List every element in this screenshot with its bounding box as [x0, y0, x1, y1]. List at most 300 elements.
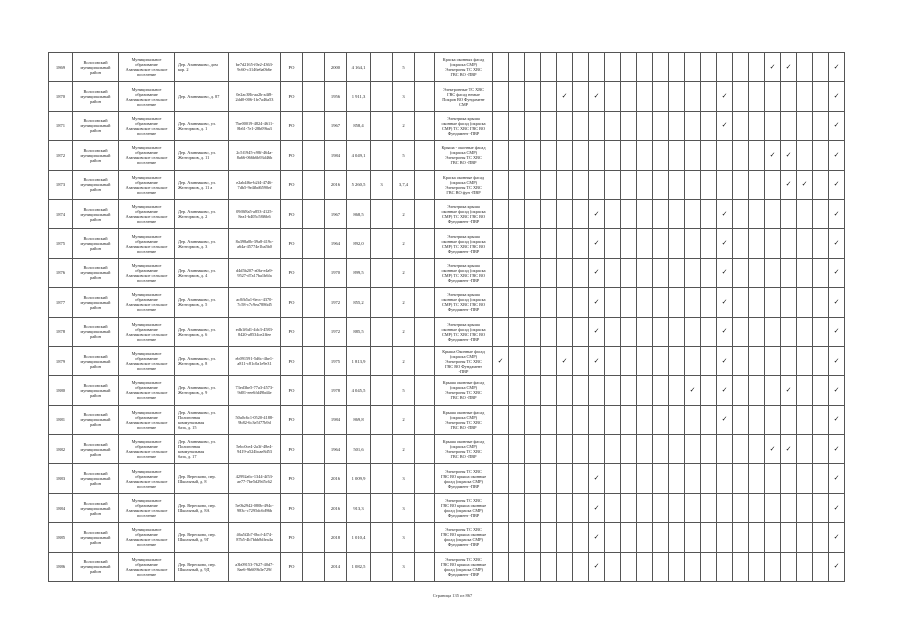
work-check-cell [621, 229, 637, 258]
floors-cell [371, 229, 393, 258]
works-list-cell: Краска оконных фасад (окраска СМР) Электроны ТС ХВС ГВС ВО -ПВР [435, 53, 493, 82]
work-check-cell [717, 376, 733, 405]
housing-register-table [48, 52, 845, 582]
house-type-cell: РО [281, 405, 303, 434]
work-check-cell [813, 552, 829, 581]
work-check-cell [733, 317, 749, 346]
checkmark-icon: ✓ [721, 92, 728, 101]
work-check-cell [733, 464, 749, 493]
checkmark-icon: ✓ [721, 415, 728, 424]
work-check-cell [509, 317, 525, 346]
table-row [49, 53, 845, 82]
work-check-cell [669, 229, 685, 258]
blank-cell [303, 493, 325, 522]
work-check-cell [829, 53, 845, 82]
table-row [49, 523, 845, 552]
table-row [49, 258, 845, 287]
work-check-cell [557, 552, 573, 581]
entrances-cell: 3 [393, 82, 415, 111]
work-check-cell [509, 170, 525, 199]
work-check-cell [605, 288, 621, 317]
checkmark-icon: ✓ [721, 327, 728, 336]
work-check-cell [829, 523, 845, 552]
district-cell: Волосовский муниципальный район [73, 229, 119, 258]
work-check-cell [653, 199, 669, 228]
work-check-cell [765, 141, 781, 170]
works-list-cell: Электрика крыша оконные фасад (окраска СМР) ТС ХВС ГВС ВО Фундамент -ПВР [435, 258, 493, 287]
work-check-cell [541, 523, 557, 552]
work-check-cell [765, 552, 781, 581]
work-check-cell [733, 376, 749, 405]
table-row [49, 111, 845, 140]
work-check-cell [493, 53, 509, 82]
blank-cell [303, 258, 325, 287]
work-check-cell [557, 317, 573, 346]
work-check-cell [557, 435, 573, 464]
work-check-cell [797, 464, 813, 493]
work-check-cell [733, 435, 749, 464]
work-check-cell [781, 82, 797, 111]
work-check-cell [621, 523, 637, 552]
district-cell: Волосовский муниципальный район [73, 376, 119, 405]
work-check-cell [509, 111, 525, 140]
work-check-cell [813, 523, 829, 552]
works-list-cell: Крыша оконные фасад (окраска СМР) Электроны ТС ХВС ГВС ВО -ПВР [435, 435, 493, 464]
district-cell: Волосовский муниципальный район [73, 552, 119, 581]
checkmark-icon: ✓ [721, 268, 728, 277]
work-check-cell [765, 199, 781, 228]
row-number: 1881 [49, 405, 73, 434]
area-cell: 868,5 [347, 199, 371, 228]
work-check-cell [781, 376, 797, 405]
year-cell: 1964 [325, 435, 347, 464]
blank-cell [303, 288, 325, 317]
work-check-cell [573, 493, 589, 522]
work-check-cell [781, 288, 797, 317]
work-check-cell [525, 346, 541, 375]
floors-cell [371, 317, 393, 346]
work-check-cell [829, 229, 845, 258]
work-check-cell [589, 435, 605, 464]
blank-cell [415, 288, 435, 317]
work-check-cell [509, 141, 525, 170]
work-check-cell [525, 82, 541, 111]
entrances-cell: 2 [393, 111, 415, 140]
work-check-cell [557, 82, 573, 111]
table-row [49, 464, 845, 493]
row-number: 1879 [49, 346, 73, 375]
work-check-cell [573, 435, 589, 464]
work-check-cell [685, 82, 701, 111]
work-check-cell [653, 82, 669, 111]
work-check-cell [797, 82, 813, 111]
work-check-cell [813, 376, 829, 405]
work-check-cell [509, 229, 525, 258]
work-check-cell [669, 82, 685, 111]
work-check-cell [669, 435, 685, 464]
address-cell: Дер. Азаннаково, ул. Желтормов, д. 8 [175, 346, 229, 375]
settlement-cell: Муниципальное образование Азанаковское сельское поселение [119, 346, 175, 375]
work-check-cell [653, 141, 669, 170]
settlement-cell: Муниципальное образование Азанаковское сельское поселение [119, 376, 175, 405]
work-check-cell [765, 405, 781, 434]
works-list-cell: Электроны ТС ХВС ГВС ВО крыша оконные фасад (окраска СМР) Фундамент -ПВР [435, 493, 493, 522]
checkmark-icon: ✓ [593, 92, 600, 101]
work-check-cell [541, 493, 557, 522]
house-type-cell: РО [281, 288, 303, 317]
work-check-cell [717, 346, 733, 375]
checkmark-icon: ✓ [593, 239, 600, 248]
area-cell: 1 009,9 [347, 464, 371, 493]
work-check-cell [749, 258, 765, 287]
work-check-cell [685, 346, 701, 375]
checkmark-icon: ✓ [593, 327, 600, 336]
work-check-cell [573, 199, 589, 228]
blank-cell [303, 405, 325, 434]
work-check-cell [573, 111, 589, 140]
work-check-cell [685, 258, 701, 287]
work-check-cell [685, 288, 701, 317]
works-list-cell: Электроны ТС ХВС ГВС ВО крыша оконные фасад (окраска СМР) Фундамент -ПВР [435, 464, 493, 493]
blank-cell [303, 464, 325, 493]
blank-cell [303, 346, 325, 375]
checkmark-icon: ✓ [593, 209, 600, 218]
work-check-cell [541, 317, 557, 346]
work-check-cell [621, 405, 637, 434]
blank-cell [303, 376, 325, 405]
work-check-cell [813, 53, 829, 82]
work-check-cell [605, 111, 621, 140]
work-check-cell [765, 288, 781, 317]
work-check-cell [749, 229, 765, 258]
table-row [49, 552, 845, 581]
work-check-cell [749, 170, 765, 199]
checkmark-icon: ✓ [593, 562, 600, 571]
settlement-cell: Муниципальное образование Азанаковское сельское поселение [119, 229, 175, 258]
district-cell: Волосовский муниципальный район [73, 141, 119, 170]
work-check-cell [669, 111, 685, 140]
register-table-sheet [48, 52, 844, 582]
work-check-cell [621, 376, 637, 405]
work-check-cell [733, 82, 749, 111]
work-check-cell [749, 435, 765, 464]
work-check-cell [573, 82, 589, 111]
work-check-cell [605, 258, 621, 287]
year-cell: 1972 [325, 317, 347, 346]
address-cell: Дер. Азаннаково, ул. Желтормов, д. 6 [175, 317, 229, 346]
work-check-cell [541, 346, 557, 375]
address-cell: Дер. Вересково, пер. Школьный, д. 8 [175, 464, 229, 493]
work-check-cell [573, 317, 589, 346]
work-check-cell [781, 53, 797, 82]
entrances-cell: 3 [393, 523, 415, 552]
work-check-cell [749, 552, 765, 581]
work-check-cell [749, 493, 765, 522]
district-cell: Волосовский муниципальный район [73, 317, 119, 346]
work-check-cell [717, 493, 733, 522]
work-check-cell [653, 493, 669, 522]
work-check-cell [589, 141, 605, 170]
work-check-cell [541, 376, 557, 405]
year-cell: 1956 [325, 82, 347, 111]
work-check-cell [493, 82, 509, 111]
checkmark-icon: ✓ [833, 503, 840, 512]
work-check-cell [589, 170, 605, 199]
work-check-cell [685, 523, 701, 552]
house-type-cell: РО [281, 376, 303, 405]
area-cell: 1 010,4 [347, 523, 371, 552]
work-check-cell [637, 376, 653, 405]
house-id-cell: 2c5f1945-c98f-464a- 8a66-066b6b93d46b [229, 141, 281, 170]
work-check-cell [813, 170, 829, 199]
work-check-cell [685, 141, 701, 170]
address-cell: Дер. Азаннаково, ул. Желтормов, д. 2 [175, 199, 229, 228]
work-check-cell [509, 346, 525, 375]
work-check-cell [765, 170, 781, 199]
work-check-cell [829, 493, 845, 522]
work-check-cell [493, 405, 509, 434]
work-check-cell [621, 111, 637, 140]
work-check-cell [541, 229, 557, 258]
work-check-cell [797, 493, 813, 522]
work-check-cell [701, 170, 717, 199]
address-cell: Дер. Азаннаково, ул. Желтормов, д. 4 [175, 258, 229, 287]
work-check-cell [749, 523, 765, 552]
house-id-cell: edb1f6d1-4dc3-4583- 8420-a8534ce2ffee [229, 317, 281, 346]
work-check-cell [813, 258, 829, 287]
area-cell: 899,5 [347, 258, 371, 287]
work-check-cell [653, 376, 669, 405]
work-check-cell [701, 376, 717, 405]
work-check-cell [637, 464, 653, 493]
house-id-cell: d4d5b207-a0fa-e4a9- 9527-d7a17ba1b6fa [229, 258, 281, 287]
district-cell: Волосовский муниципальный район [73, 53, 119, 82]
work-check-cell [717, 435, 733, 464]
work-check-cell [541, 82, 557, 111]
work-check-cell [829, 258, 845, 287]
settlement-cell: Муниципальное образование Азанаковское сельское поселение [119, 82, 175, 111]
work-check-cell [685, 376, 701, 405]
work-check-cell [525, 464, 541, 493]
work-check-cell [685, 199, 701, 228]
work-check-cell [637, 53, 653, 82]
work-check-cell [701, 199, 717, 228]
work-check-cell [637, 552, 653, 581]
work-check-cell [493, 170, 509, 199]
checkmark-icon: ✓ [833, 444, 840, 453]
blank-cell [415, 435, 435, 464]
floors-cell [371, 82, 393, 111]
work-check-cell [653, 435, 669, 464]
checkmark-icon: ✓ [721, 209, 728, 218]
house-id-cell: 7be00019-4824-4611- 8b61-7e1-28b09ba3 [229, 111, 281, 140]
work-check-cell [669, 258, 685, 287]
work-check-cell [525, 229, 541, 258]
work-check-cell [797, 229, 813, 258]
work-check-cell [509, 82, 525, 111]
blank-cell [303, 53, 325, 82]
house-id-cell: e2ab4f6e-b2f4-4746- 7db5-9e4fbd6590ef [229, 170, 281, 199]
work-check-cell [509, 288, 525, 317]
works-list-cell: Электрика крыша оконные фасад (окраска СМР) ТС ХВС ГВС ВО Фундамент -ПВР [435, 199, 493, 228]
works-list-cell: Электронные ТС ХВС ГВС фасад немые Покров ВО Фундамент СМР [435, 82, 493, 111]
work-check-cell [573, 552, 589, 581]
work-check-cell [797, 317, 813, 346]
work-check-cell [541, 435, 557, 464]
work-check-cell [525, 53, 541, 82]
works-list-cell: Краска оконные фасад (окраска СМР) Электроны ТС ХВС ГВС ВО фун -ПВР [435, 170, 493, 199]
work-check-cell [717, 552, 733, 581]
work-check-cell [717, 464, 733, 493]
district-cell: Волосовский муниципальный район [73, 346, 119, 375]
table-row [49, 435, 845, 464]
work-check-cell [557, 53, 573, 82]
work-check-cell [525, 435, 541, 464]
entrances-cell: 2 [393, 317, 415, 346]
row-number: 1880 [49, 376, 73, 405]
address-cell: Дер. Вересково, пер. Школьный, д. 8А [175, 493, 229, 522]
work-check-cell [637, 111, 653, 140]
work-check-cell [717, 170, 733, 199]
work-check-cell [541, 552, 557, 581]
checkmark-icon: ✓ [561, 356, 568, 365]
work-check-cell [573, 288, 589, 317]
work-check-cell [813, 111, 829, 140]
work-check-cell [493, 552, 509, 581]
district-cell: Волосовский муниципальный район [73, 435, 119, 464]
entrances-cell: 3 [393, 464, 415, 493]
work-check-cell [701, 111, 717, 140]
checkmark-icon: ✓ [833, 121, 840, 130]
work-check-cell [605, 464, 621, 493]
entrances-cell: 2 [393, 229, 415, 258]
work-check-cell [509, 493, 525, 522]
district-cell: Волосовский муниципальный район [73, 405, 119, 434]
work-check-cell [813, 405, 829, 434]
blank-cell [303, 199, 325, 228]
checkmark-icon: ✓ [721, 239, 728, 248]
work-check-cell [653, 170, 669, 199]
page-number-footer: Страница 135 из 867 [432, 593, 473, 598]
house-type-cell: РО [281, 53, 303, 82]
house-id-cell: 73ed3be5-77a3-4573- 9d01-eee6fd49bd4e [229, 376, 281, 405]
work-check-cell [637, 170, 653, 199]
work-check-cell [685, 405, 701, 434]
work-check-cell [509, 523, 525, 552]
work-check-cell [701, 141, 717, 170]
work-check-cell [733, 288, 749, 317]
house-type-cell: РО [281, 82, 303, 111]
entrances-cell: 3 [393, 552, 415, 581]
work-check-cell [589, 346, 605, 375]
checkmark-icon: ✓ [593, 503, 600, 512]
checkmark-icon: ✓ [833, 562, 840, 571]
work-check-cell [669, 405, 685, 434]
work-check-cell [509, 53, 525, 82]
checkmark-icon: ✓ [833, 209, 840, 218]
floors-cell [371, 552, 393, 581]
work-check-cell [781, 141, 797, 170]
checkmark-icon: ✓ [833, 415, 840, 424]
area-cell: 1 911,3 [347, 82, 371, 111]
work-check-cell [829, 346, 845, 375]
work-check-cell [621, 199, 637, 228]
work-check-cell [557, 199, 573, 228]
work-check-cell [493, 199, 509, 228]
entrances-cell: 3 [393, 493, 415, 522]
work-check-cell [797, 111, 813, 140]
work-check-cell [589, 82, 605, 111]
blank-cell [303, 552, 325, 581]
work-check-cell [557, 229, 573, 258]
year-cell: 1978 [325, 376, 347, 405]
work-check-cell [749, 317, 765, 346]
work-check-cell [605, 317, 621, 346]
work-check-cell [509, 405, 525, 434]
floors-cell [371, 405, 393, 434]
work-check-cell [717, 523, 733, 552]
checkmark-icon: ✓ [833, 327, 840, 336]
entrances-cell: 2 [393, 435, 415, 464]
work-check-cell [605, 405, 621, 434]
works-list-cell: Крыша оконные фасад (окраска СМР) Электроны ТС ХВС ГВС ВО -ПВР [435, 376, 493, 405]
work-check-cell [557, 493, 573, 522]
address-cell: Дер. Азаннаково, дом кор. 2 [175, 53, 229, 82]
work-check-cell [493, 258, 509, 287]
checkmark-icon: ✓ [833, 180, 840, 189]
year-cell: 2016 [325, 170, 347, 199]
floors-cell [371, 141, 393, 170]
year-cell: 1972 [325, 288, 347, 317]
works-list-cell: Электроны ТС ХВС ГВС ВО крыша оконные фасад (окраска СМР) Фундамент -ПВР [435, 523, 493, 552]
floors-cell [371, 199, 393, 228]
address-cell: Дер. Азаннаково, ул. Полигонная коммунальная база, д. 17 [175, 435, 229, 464]
house-id-cell: a3b09153-7627-40d7- 8ae6-9b609b3e729f [229, 552, 281, 581]
house-type-cell: РО [281, 170, 303, 199]
floors-cell [371, 111, 393, 140]
work-check-cell [829, 199, 845, 228]
work-check-cell [765, 258, 781, 287]
address-cell: Дер. Азаннаково, ул. Полигонная коммунальная база, д. 15 [175, 405, 229, 434]
work-check-cell [525, 405, 541, 434]
works-list-cell: Электрика крыша оконные фасад (окраска СМР) ТС ХВС ГВС ВО Фундамент -ПВР [435, 288, 493, 317]
checkmark-icon: ✓ [497, 356, 504, 365]
address-cell: Дер. Азаннаково, д. 87 [175, 82, 229, 111]
work-check-cell [701, 317, 717, 346]
work-check-cell [701, 346, 717, 375]
work-check-cell [525, 170, 541, 199]
work-check-cell [621, 435, 637, 464]
work-check-cell [813, 141, 829, 170]
checkmark-icon: ✓ [593, 474, 600, 483]
work-check-cell [605, 523, 621, 552]
work-check-cell [669, 288, 685, 317]
blank-cell [415, 199, 435, 228]
work-check-cell [621, 170, 637, 199]
entrances-cell: 2 [393, 258, 415, 287]
work-check-cell [717, 199, 733, 228]
works-list-cell: Электрика крыша оконные фасад (окраска СМР) ТС ХВС ГВС ВО Фундамент -ПВР [435, 317, 493, 346]
work-check-cell [781, 464, 797, 493]
row-number: 1874 [49, 199, 73, 228]
work-check-cell [605, 552, 621, 581]
year-cell: 1964 [325, 229, 347, 258]
floors-cell [371, 523, 393, 552]
checkmark-icon: ✓ [785, 62, 792, 71]
entrances-cell: 5 [393, 53, 415, 82]
work-check-cell [701, 258, 717, 287]
work-check-cell [717, 405, 733, 434]
